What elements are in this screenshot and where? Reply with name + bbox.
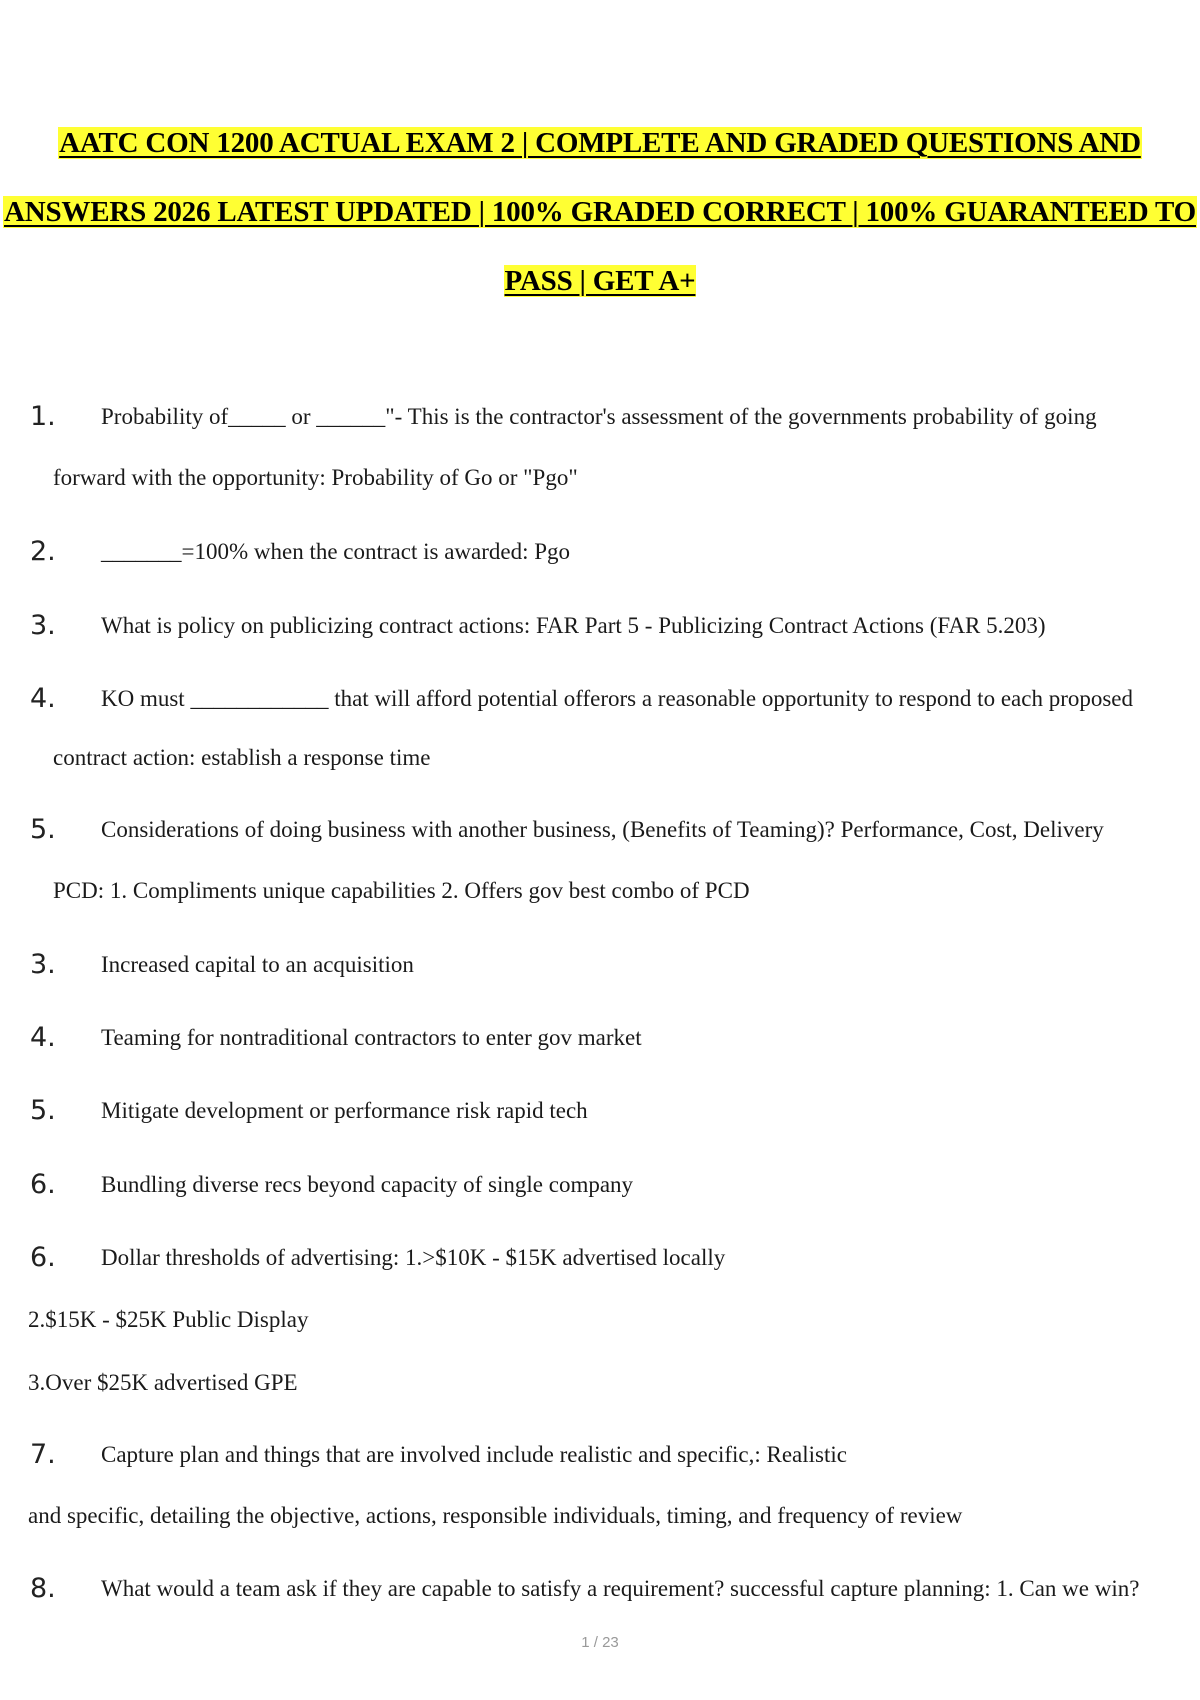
item-number: 6. — [30, 1242, 56, 1273]
item-text: Capture plan and things that are involved include realistic and specific,: Realistic — [101, 1442, 847, 1467]
page-indicator: 1 / 23 — [581, 1634, 619, 1651]
item-number: 3. — [30, 610, 56, 641]
document-title — [0, 118, 1200, 325]
item-number: 3. — [30, 949, 56, 980]
item-number: 4. — [30, 1022, 56, 1053]
title-line-1: AATC CON 1200 ACTUAL EXAM 2 | COMPLETE AND GRADED QUESTIONS AND — [59, 127, 1141, 159]
item-text: Bundling diverse recs beyond capacity of single company — [101, 1172, 634, 1197]
title-line-3: PASS | GET A+ — [504, 265, 696, 297]
item-text: What is policy on publicizing contract actions: FAR Part 5 - Publicizing Contract Actions (FAR 5.203) — [101, 613, 1046, 638]
item-number: 5. — [30, 814, 56, 845]
item-number: 2. — [30, 536, 56, 567]
item-text: KO must ____________ that will afford potential offerors a reasonable opportunity to respond to each proposed — [101, 686, 1134, 711]
item-text: Increased capital to an acquisition — [101, 952, 414, 977]
item-number: 7. — [30, 1439, 56, 1470]
item-text: Considerations of doing business with another business, (Benefits of Teaming)? Performance, Cost, Delivery — [101, 817, 1104, 842]
title-line-2: ANSWERS 2026 LATEST UPDATED | 100% GRADED CORRECT | 100% GUARANTEED TO — [4, 196, 1196, 228]
item-number: 5. — [30, 1095, 56, 1126]
item-number: 8. — [30, 1573, 56, 1604]
item-text: Dollar thresholds of advertising: 1.>$10K - $15K advertised locally — [101, 1245, 726, 1270]
item-number: 6. — [30, 1169, 56, 1200]
item-text: What would a team ask if they are capable to satisfy a requirement? successful capture planning: 1. Can we win? — [101, 1576, 1140, 1601]
item-text: _______=100% when the contract is awarded: Pgo — [101, 539, 571, 564]
item-text: Teaming for nontraditional contractors to enter gov market — [101, 1025, 642, 1050]
item-number: 1. — [30, 401, 56, 432]
item-number: 4. — [30, 683, 56, 714]
item-text: Mitigate development or performance risk rapid tech — [101, 1098, 588, 1123]
item-text: Probability of_____ or ______"- This is the contractor's assessment of the governments probability of going — [101, 404, 1097, 429]
